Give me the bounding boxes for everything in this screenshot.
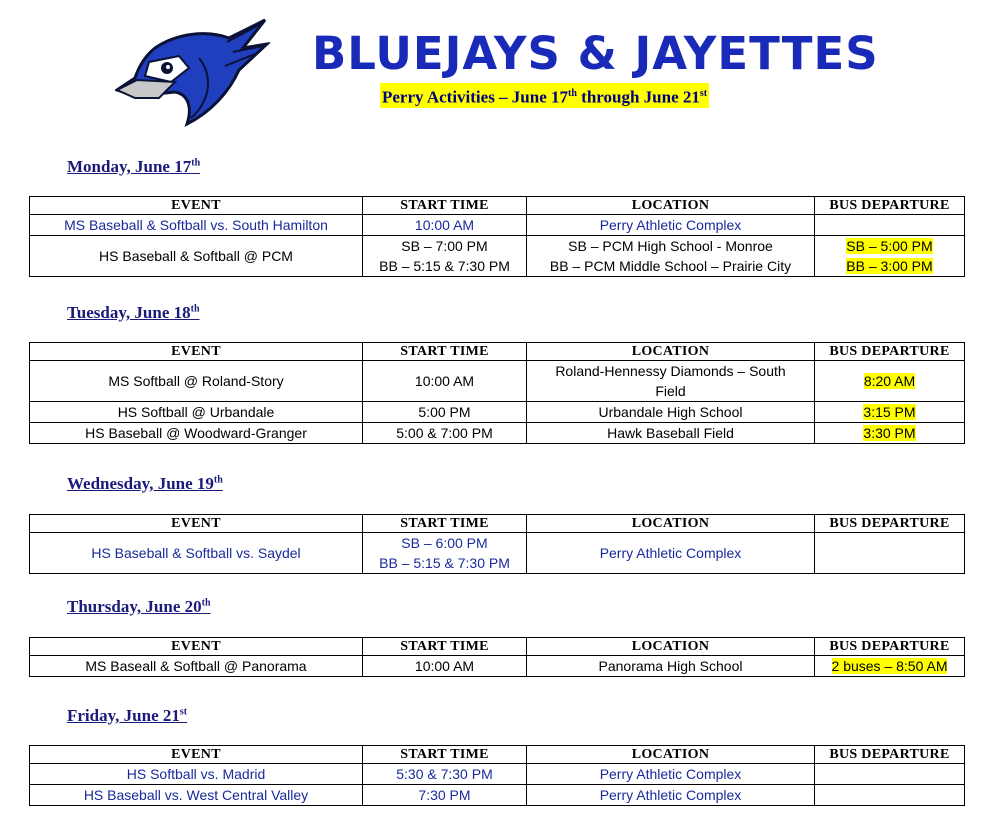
col-header-bus-departure: BUS DEPARTURE	[815, 515, 965, 533]
event-cell: HS Baseball @ Woodward-Granger	[30, 423, 363, 444]
schedule-table-monday	[29, 196, 965, 277]
col-header-bus-departure: BUS DEPARTURE	[815, 197, 965, 215]
col-header-event: EVENT	[30, 638, 363, 656]
col-header-event: EVENT	[30, 343, 363, 361]
bus-departure-cell: 3:15 PM	[815, 402, 965, 423]
col-header-event: EVENT	[30, 746, 363, 764]
col-header-location: LOCATION	[527, 638, 815, 656]
event-cell: HS Softball vs. Madrid	[30, 764, 363, 785]
start-time-cell: 10:00 AM	[363, 361, 527, 402]
bus-departure-cell: SB – 5:00 PM BB – 3:00 PM	[815, 236, 965, 277]
day-heading-monday: Monday, June 17th	[67, 157, 201, 176]
col-header-start-time: START TIME	[363, 746, 527, 764]
col-header-start-time: START TIME	[363, 343, 527, 361]
schedule-table-friday	[29, 745, 965, 806]
col-header-location: LOCATION	[527, 746, 815, 764]
location-cell: Perry Athletic Complex	[527, 533, 815, 574]
event-cell: MS Baseall & Softball @ Panorama	[30, 656, 363, 677]
event-cell: MS Softball @ Roland-Story	[30, 361, 363, 402]
bus-departure-cell	[815, 215, 965, 236]
location-cell: Perry Athletic Complex	[527, 764, 815, 785]
table-row	[30, 402, 965, 423]
start-time-cell: 10:00 AM	[363, 215, 527, 236]
col-header-start-time: START TIME	[363, 638, 527, 656]
bus-departure-cell	[815, 533, 965, 574]
table-header-row	[30, 746, 965, 764]
bluejay-logo-icon	[115, 18, 270, 128]
day-heading-friday: Friday, June 21st	[67, 706, 188, 725]
schedule-table-thursday	[29, 637, 965, 677]
start-time-cell: 5:00 & 7:00 PM	[363, 423, 527, 444]
col-header-start-time: START TIME	[363, 515, 527, 533]
table-row	[30, 785, 965, 806]
schedule-table-wednesday	[29, 514, 965, 574]
table-row	[30, 764, 965, 785]
location-cell: SB – PCM High School - Monroe BB – PCM Middle School – Prairie City	[527, 236, 815, 277]
page-title: BLUEJAYS & JAYETTES	[312, 27, 879, 80]
location-cell: Panorama High School	[527, 656, 815, 677]
event-cell: MS Baseball & Softball vs. South Hamilton	[30, 215, 363, 236]
location-cell: Hawk Baseball Field	[527, 423, 815, 444]
event-cell: HS Baseball & Softball vs. Saydel	[30, 533, 363, 574]
location-cell: Perry Athletic Complex	[527, 215, 815, 236]
event-cell: HS Baseball vs. West Central Valley	[30, 785, 363, 806]
bus-departure-cell: 3:30 PM	[815, 423, 965, 444]
page-subtitle: Perry Activities – June 17th through June 21st	[380, 83, 709, 108]
col-header-start-time: START TIME	[363, 197, 527, 215]
start-time-cell: 10:00 AM	[363, 656, 527, 677]
day-heading-thursday: Thursday, June 20th	[67, 597, 211, 616]
table-row	[30, 361, 965, 402]
event-cell: HS Softball @ Urbandale	[30, 402, 363, 423]
table-row	[30, 423, 965, 444]
start-time-cell: SB – 7:00 PM BB – 5:15 & 7:30 PM	[363, 236, 527, 277]
col-header-bus-departure: BUS DEPARTURE	[815, 638, 965, 656]
table-header-row	[30, 638, 965, 656]
table-header-row	[30, 197, 965, 215]
location-cell: Roland-Hennessy Diamonds – South Field	[527, 361, 815, 402]
start-time-cell: SB – 6:00 PM BB – 5:15 & 7:30 PM	[363, 533, 527, 574]
bus-departure-cell: 8:20 AM	[815, 361, 965, 402]
location-cell: Urbandale High School	[527, 402, 815, 423]
day-heading-tuesday: Tuesday, June 18th	[67, 303, 200, 322]
event-cell: HS Baseball & Softball @ PCM	[30, 236, 363, 277]
start-time-cell: 7:30 PM	[363, 785, 527, 806]
table-row	[30, 656, 965, 677]
day-heading-wednesday: Wednesday, June 19th	[67, 474, 223, 493]
col-header-location: LOCATION	[527, 343, 815, 361]
table-row	[30, 215, 965, 236]
location-cell: Perry Athletic Complex	[527, 785, 815, 806]
col-header-event: EVENT	[30, 515, 363, 533]
col-header-bus-departure: BUS DEPARTURE	[815, 343, 965, 361]
col-header-bus-departure: BUS DEPARTURE	[815, 746, 965, 764]
table-row	[30, 533, 965, 574]
schedule-table-tuesday	[29, 342, 965, 444]
col-header-location: LOCATION	[527, 515, 815, 533]
col-header-location: LOCATION	[527, 197, 815, 215]
bus-departure-cell: 2 buses – 8:50 AM	[815, 656, 965, 677]
bus-departure-cell	[815, 785, 965, 806]
table-header-row	[30, 343, 965, 361]
table-header-row	[30, 515, 965, 533]
bus-departure-cell	[815, 764, 965, 785]
start-time-cell: 5:00 PM	[363, 402, 527, 423]
table-row	[30, 236, 965, 277]
col-header-event: EVENT	[30, 197, 363, 215]
start-time-cell: 5:30 & 7:30 PM	[363, 764, 527, 785]
